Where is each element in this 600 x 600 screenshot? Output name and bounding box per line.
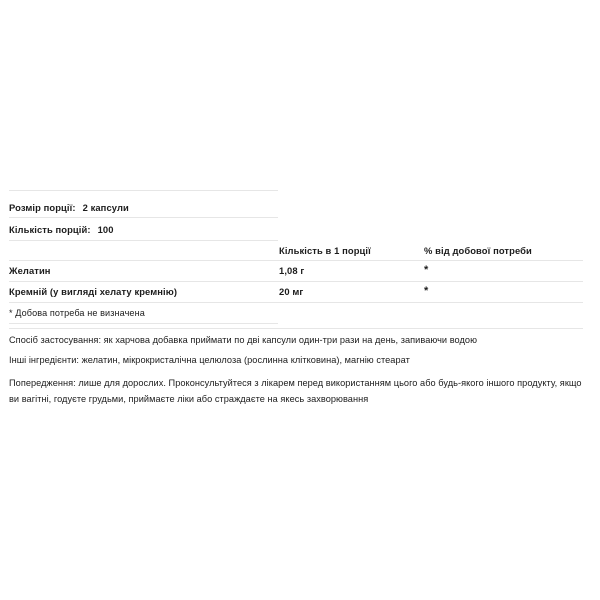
column-header-daily-value: % від добової потреби: [424, 245, 532, 256]
divider-footnote-bottom-short: [9, 323, 278, 324]
serving-size-row: [9, 202, 129, 213]
table-row-daily-value: *: [424, 264, 429, 276]
table-row-daily-value: *: [424, 285, 429, 297]
table-row-amount: 20 мг: [279, 286, 304, 297]
column-header-amount: Кількість в 1 порції: [279, 245, 371, 256]
directions-text: Спосіб застосування: як харчова добавка приймати по дві капсули один-три рази на день, запиваючи водою: [9, 335, 478, 345]
warning-text: Попередження: лише для дорослих. Проконсультуйтеся з лікарем перед використанням цього або будь-якого іншого продукту, якщо ви вагітні, годуєте грудьми, приймаєте ліки або страждаєте на якесь захворювання: [9, 378, 582, 404]
divider-row-2-bottom: [9, 302, 583, 303]
divider-after-servings-count: [9, 240, 278, 241]
daily-value-footnote: * Добова потреба не визначена: [9, 308, 145, 318]
serving-size-value: 2 капсули: [82, 202, 129, 213]
table-row: Желатин: [9, 265, 51, 276]
divider-top: [9, 190, 278, 191]
servings-count-value: 100: [97, 224, 114, 235]
divider-header-bottom: [9, 260, 583, 261]
divider-after-serving-size: [9, 217, 278, 218]
table-row: Кремній (у вигляді хелату кремнію): [9, 286, 178, 297]
servings-count-label: Кількість порцій:: [9, 224, 91, 235]
serving-size-label: Розмір порції:: [9, 202, 76, 213]
table-row-amount: 1,08 г: [279, 265, 305, 276]
other-ingredients-text: Інші інгредієнти: желатин, мікрокристалічна целюлоза (рослинна клітковина), магнію стеарат: [9, 355, 410, 365]
servings-count-row: [9, 224, 114, 235]
divider-footnote-bottom-full: [9, 328, 583, 329]
divider-row-1-bottom: [9, 281, 583, 282]
